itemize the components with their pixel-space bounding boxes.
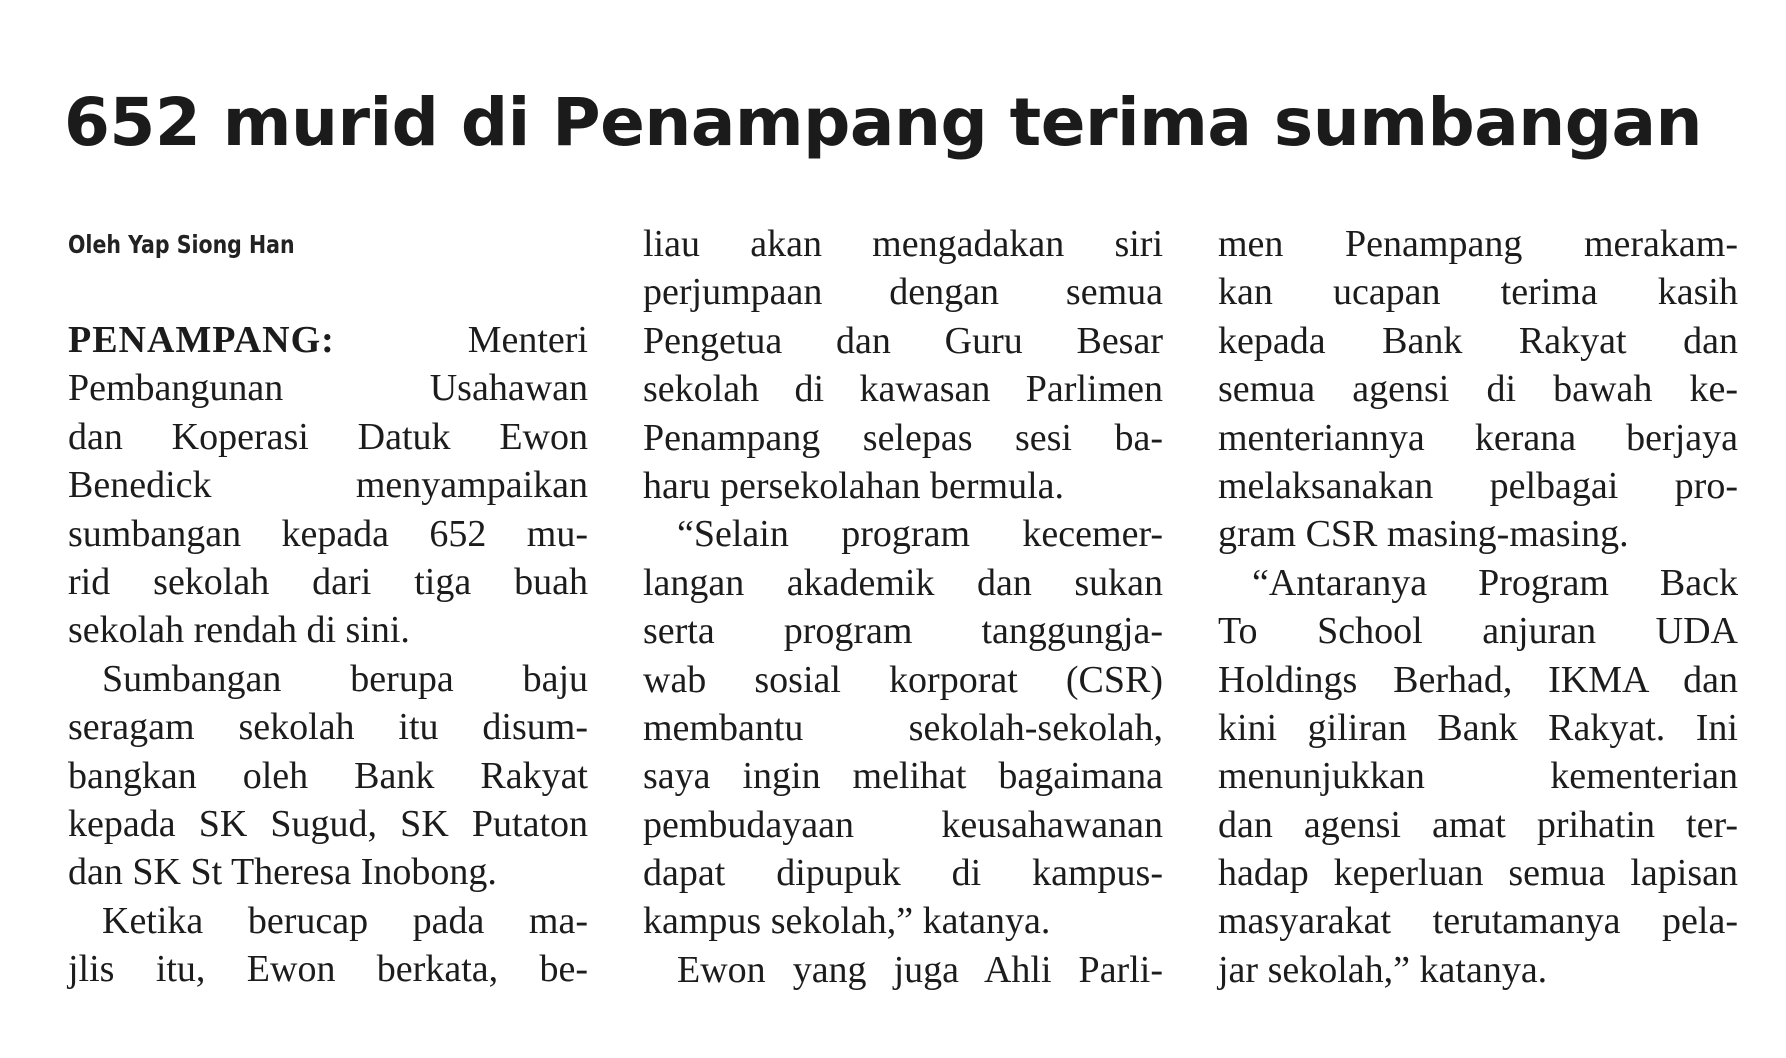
article-column-2	[643, 220, 1163, 994]
article-column-3	[1218, 220, 1738, 994]
text-line: “Antaranya Program Back	[1252, 561, 1738, 604]
text-line: langan akademik dan sukan	[643, 561, 1163, 604]
text-line: kepada Bank Rakyat dan	[1218, 319, 1738, 362]
text-line: kampus sekolah,” katanya.	[643, 900, 1051, 943]
text-line: Ketika berucap pada ma-	[102, 899, 588, 942]
text-line: Penampang selepas sesi ba-	[643, 416, 1163, 459]
text-line: pembudayaan keusahawanan	[643, 803, 1163, 846]
text-line: serta program tanggungja-	[643, 610, 1163, 653]
text-line: jlis itu, Ewon berkata, be-	[68, 948, 588, 991]
text-line: bangkan oleh Bank Rakyat	[68, 754, 588, 797]
text-line: dapat dipupuk di kampus-	[643, 852, 1163, 895]
text-line: kan ucapan terima kasih	[1218, 271, 1738, 314]
text-line: wab sosial korporat (CSR)	[643, 658, 1163, 701]
text-line: dan SK St Theresa Inobong.	[68, 851, 497, 894]
text-line: Ewon yang juga Ahli Parli-	[677, 948, 1163, 991]
text-line: perjumpaan dengan semua	[643, 271, 1163, 314]
text-line: menteriannya kerana berjaya	[1218, 416, 1738, 459]
text-line: kepada SK Sugud, SK Putaton	[68, 802, 588, 845]
text-line: melaksanakan pelbagai pro-	[1218, 464, 1738, 507]
text-line: masyarakat terutamanya pela-	[1218, 900, 1738, 943]
text-line: Pengetua dan Guru Besar	[643, 319, 1163, 362]
text-line: Benedick menyampaikan	[68, 464, 588, 507]
text-line: semua agensi di bawah ke-	[1218, 368, 1738, 411]
text-line: haru persekolahan bermula.	[643, 464, 1064, 507]
text-line: jar sekolah,” katanya.	[1218, 948, 1548, 991]
text-line: PENAMPANG: Menteri	[68, 319, 588, 361]
text-line: gram CSR masing-masing.	[1218, 513, 1629, 556]
text-line: rid sekolah dari tiga buah	[68, 560, 588, 603]
text-line: Holdings Berhad, IKMA dan	[1218, 658, 1738, 701]
text-line: liau akan mengadakan siri	[643, 223, 1163, 265]
text-line: sumbangan kepada 652 mu-	[68, 512, 588, 555]
text-line: To School anjuran UDA	[1218, 610, 1738, 653]
text-line: seragam sekolah itu disum-	[68, 706, 588, 749]
text-line: hadap keperluan semua lapisan	[1218, 852, 1738, 895]
byline: Oleh Yap Siong Han	[68, 230, 295, 259]
article-column-1	[68, 316, 588, 993]
text-line: Sumbangan berupa baju	[102, 657, 588, 700]
text-line: dan Koperasi Datuk Ewon	[68, 415, 588, 458]
text-line: men Penampang merakam-	[1218, 223, 1738, 265]
text-line: kini giliran Bank Rakyat. Ini	[1218, 706, 1738, 749]
text-line: sekolah rendah di sini.	[68, 609, 410, 652]
dateline: PENAMPANG:	[68, 319, 335, 361]
text-line: menunjukkan kementerian	[1218, 755, 1738, 798]
text-line: sekolah di kawasan Parlimen	[643, 368, 1163, 411]
text-line: dan agensi amat prihatin ter-	[1218, 803, 1738, 846]
text-line: “Selain program kecemer-	[677, 513, 1163, 556]
text-line: Pembangunan Usahawan	[68, 367, 588, 410]
text-line: membantu sekolah-sekolah,	[643, 706, 1163, 749]
headline: 652 murid di Penampang terima sumbangan	[64, 84, 1703, 161]
text-line: saya ingin melihat bagaimana	[643, 755, 1163, 798]
